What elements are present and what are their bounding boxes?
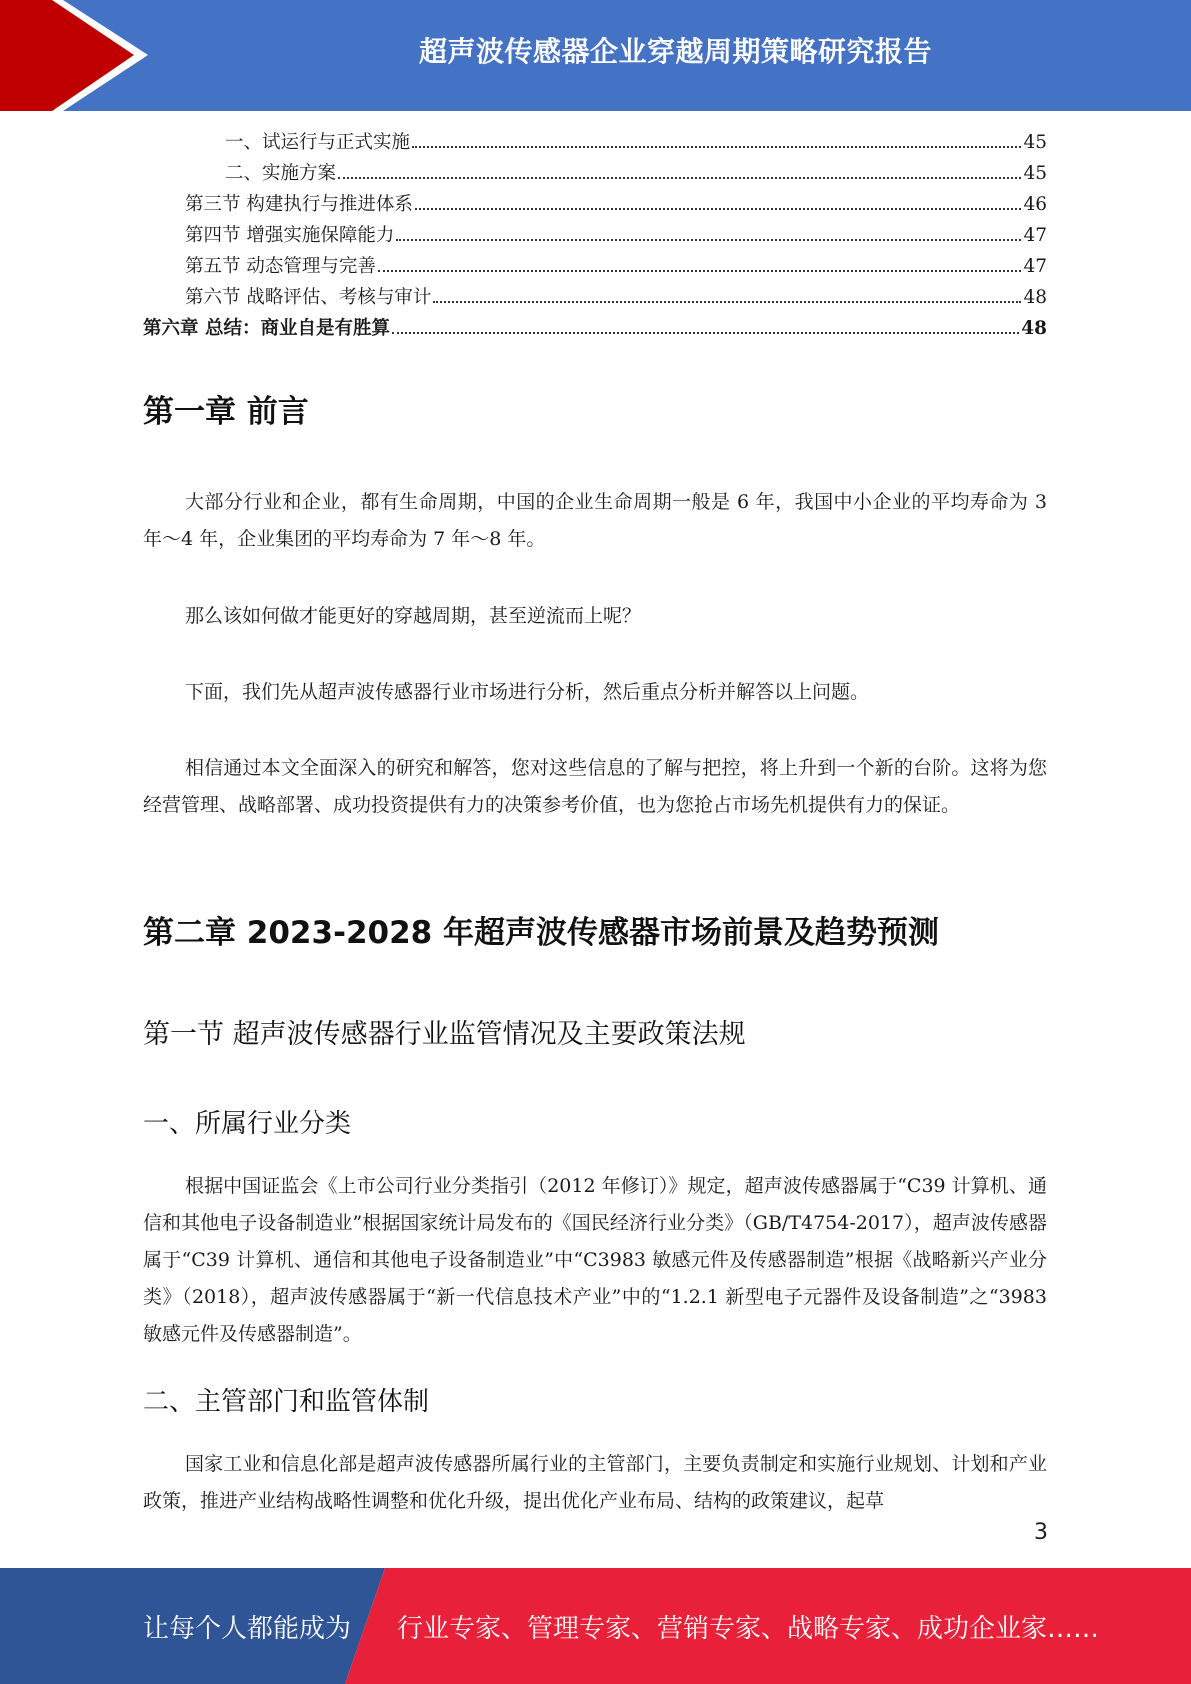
toc-entry[interactable] — [143, 283, 1047, 314]
toc-entry-label: 第五节 动态管理与完善 — [185, 256, 376, 277]
toc-entry-label: 第三节 构建执行与推进体系 — [185, 194, 413, 215]
body-paragraph: 那么该如何做才能更好的穿越周期，甚至逆流而上呢？ — [185, 605, 642, 627]
report-title: 超声波传感器企业穿越周期策略研究报告 — [418, 35, 932, 68]
body-paragraph: 相信通过本文全面深入的研究和解答，您对这些信息的了解与把控，将上升到一个新的台阶。这将为您经营管理、战略部署、成功投资提供有力的决策参考价值，也为您抢占市场先机提供有力的保证。 — [143, 757, 1047, 816]
toc-leader — [392, 331, 1019, 334]
toc-leader — [415, 207, 1022, 210]
footer-slogan-left: 让每个人都能成为 — [143, 1614, 352, 1644]
body-paragraph: 大部分行业和企业，都有生命周期，中国的企业生命周期一般是 6 年，我国中小企业的平均寿命为 3 年～4 年，企业集团的平均寿命为 7 年～8 年。 — [143, 491, 1047, 550]
toc-leader — [378, 269, 1022, 272]
toc-entry[interactable] — [143, 128, 1047, 159]
toc-entry-page: 47 — [1023, 225, 1047, 246]
table-of-contents — [143, 128, 1047, 345]
toc-entry-page: 47 — [1023, 256, 1047, 277]
footer-slogan-right: 行业专家、管理专家、营销专家、战略专家、成功企业家…… — [397, 1614, 1100, 1644]
toc-entry-page: 48 — [1021, 318, 1047, 339]
toc-leader — [396, 238, 1021, 241]
body-paragraph: 根据中国证监会《上市公司行业分类指引（2012 年修订）》规定，超声波传感器属于“C39 计算机、通信和其他电子设备制造业”根据国家统计局发布的《国民经济行业分类》（GB/T4754-2017），超声波传感器属于“C39 计算机、通信和其他电子设备制造业”中“C3983 敏感元件及传感器制造”根据《战略新兴产业分类》（2018），超声波传感器属于“新一代信息技术产业”中的“1.2.1 新型电子元器件及设备制造”之“3983 敏感元件及传感器制造”。 — [143, 1175, 1047, 1345]
toc-entry-page: 48 — [1023, 287, 1047, 308]
toc-entry-page: 45 — [1023, 132, 1047, 153]
page-number: 3 — [1034, 1520, 1048, 1545]
toc-entry[interactable] — [143, 221, 1047, 252]
toc-entry-label: 第六节 战略评估、考核与审计 — [185, 287, 432, 308]
page-header — [0, 0, 1191, 111]
subsection-heading: 一、所属行业分类 — [143, 1109, 352, 1139]
toc-entry-page: 46 — [1023, 194, 1047, 215]
page-footer — [0, 1568, 1191, 1684]
toc-entry-label: 第四节 增强实施保障能力 — [185, 225, 395, 246]
toc-entry[interactable] — [143, 159, 1047, 190]
toc-entry-page: 45 — [1023, 163, 1047, 184]
chapter-1-heading: 第一章 前言 — [143, 394, 309, 430]
toc-entry-label: 一、试运行与正式实施 — [225, 132, 411, 153]
chapter-2-heading: 第二章 2023-2028 年超声波传感器市场前景及趋势预测 — [143, 915, 940, 951]
toc-entry[interactable] — [143, 252, 1047, 283]
section-heading: 第一节 超声波传感器行业监管情况及主要政策法规 — [143, 1019, 746, 1050]
toc-leader — [338, 176, 1021, 179]
toc-entry-label: 二、实施方案 — [225, 163, 337, 184]
toc-entry-label: 第六章 总结：商业自是有胜算 — [143, 318, 390, 339]
subsection-heading: 二、主管部门和监管体制 — [143, 1387, 430, 1417]
body-paragraph: 国家工业和信息化部是超声波传感器所属行业的主管部门，主要负责制定和实施行业规划、计划和产业政策，推进产业结构战略性调整和优化升级，提出优化产业布局、结构的政策建议，起草 — [143, 1453, 1047, 1512]
toc-leader — [433, 300, 1021, 303]
toc-entry[interactable] — [143, 314, 1047, 345]
toc-leader — [412, 145, 1021, 148]
body-paragraph: 下面，我们先从超声波传感器行业市场进行分析，然后重点分析并解答以上问题。 — [185, 681, 870, 703]
toc-entry[interactable] — [143, 190, 1047, 221]
